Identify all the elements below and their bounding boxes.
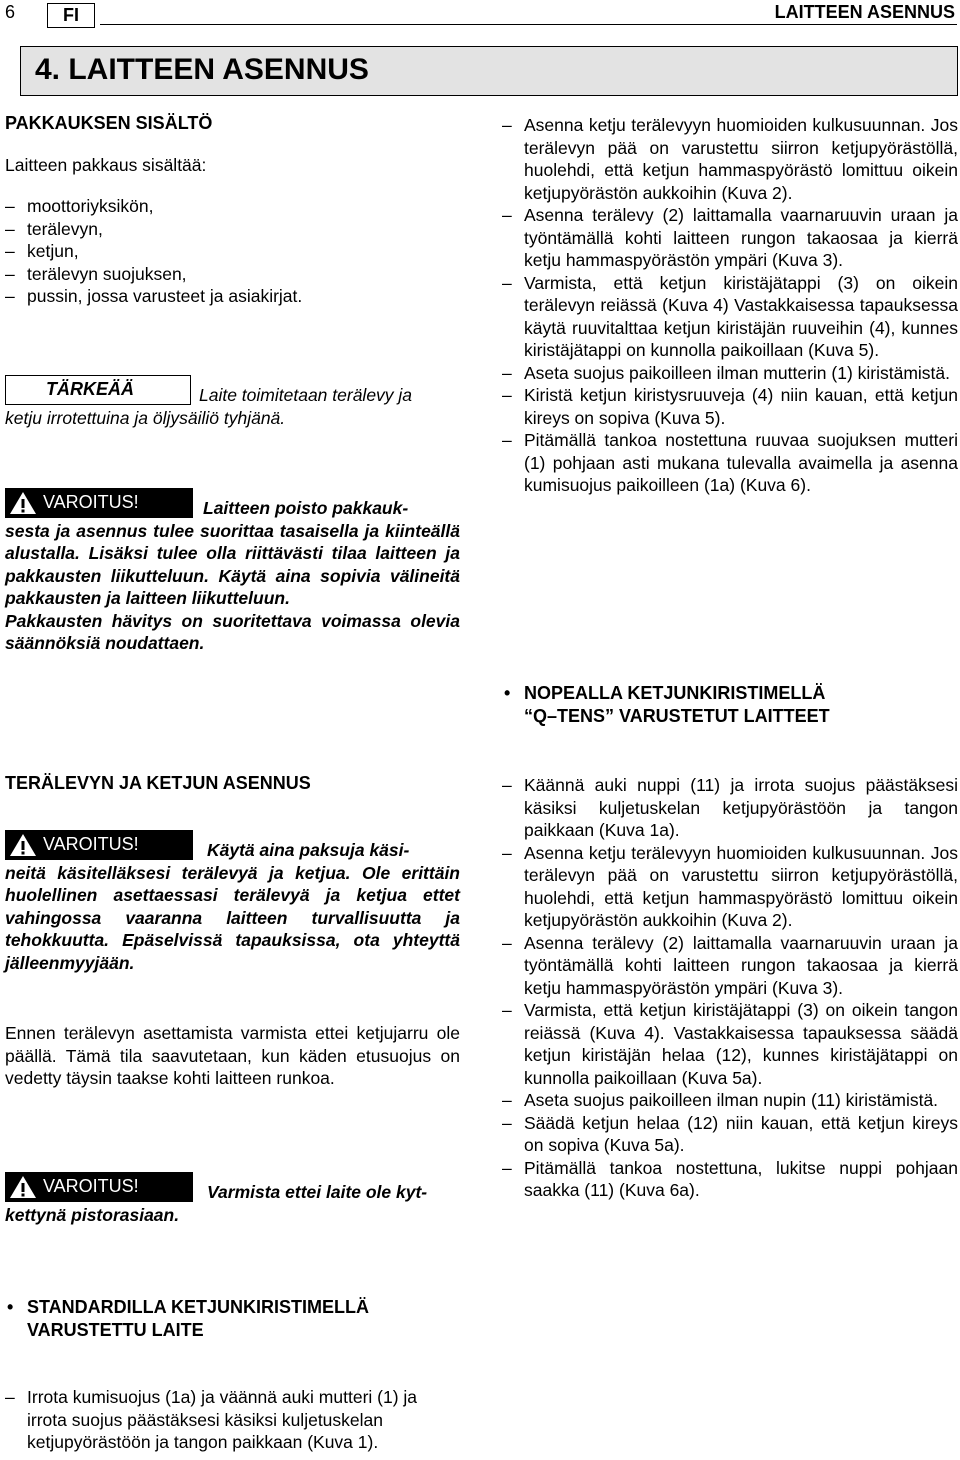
warning1-body2: Pakkausten hävitys on suoritettava voimassa olevia säännöksiä noudattaen.	[5, 610, 460, 653]
page-number: 6	[5, 2, 16, 22]
standard-heading: • STANDARDILLA KETJUNKIRISTIMELLÄ VARUSTETTU LAITE	[7, 1297, 369, 1340]
warning-triangle-icon	[9, 833, 37, 857]
list-item: – Varmista, että ketjun kiristäjätappi (3) on oikein terälevyn reiässä (Kuva 4) Vastakkaisessa tapauksessa käytä ruuvitalttaa ketjun kiristäjän ruuveihin (4), kunnes kiristäjätappi on kunnolla paikoillaan (Kuva 5).	[502, 272, 958, 360]
right-column-bottom	[502, 774, 958, 1202]
list-item: – Aseta suojus paikoilleen ilman nupin (11) kiristämistä.	[502, 1090, 939, 1110]
warning1-body: sesta ja asennus tulee suorittaa tasaisella ja kiinteällä alustalla. Lisäksi tulee olla riittävästi tilaa laitteen ja pakkausten liikutteluun. Käytä aina sopivia välineitä pakkausten ja laitteen liikutteluun.	[5, 520, 460, 608]
package-list	[5, 195, 460, 308]
language-badge: FI	[47, 3, 95, 28]
qtens-heading: • NOPEALLA KETJUNKIRISTIMELLÄ “Q–TENS” VARUSTETUT LAITTEET	[504, 683, 830, 726]
warning3-line1: Varmista ettei laite ole kyt-	[207, 1182, 428, 1202]
left-column-top	[5, 112, 460, 308]
running-section-title: LAITTEEN ASENNUS	[774, 2, 955, 22]
important-note	[5, 375, 460, 429]
standard-heading-2: VARUSTETTU LAITE	[27, 1319, 204, 1340]
list-item: – Asenna ketju terälevyyn huomioiden kulkusuunnan. Jos terälevyn pää on varustettu siirron ketjupyörästöllä, huolehdi, että ketjun hammaspyörästö lomittuu oikein ketjupyörästön aukkoihin (Kuva 2).	[502, 115, 958, 203]
list-item: – Pitämällä tankoa nostettuna, lukitse nuppi pohjaan saakka (11) (Kuva 6a).	[502, 1157, 958, 1200]
list-item: – Asenna ketju terälevyyn huomioiden kulkusuunnan. Jos terälevyn pää on varustettu siirron ketjupyörästöllä, huolehdi, että ketjun hammaspyörästö lomittuu oikein ketjupyörästön aukkoihin (Kuva 2).	[502, 842, 958, 930]
list-item: – Säädä ketjun helaa (12) niin kauan, että ketjun kireys on sopiva (Kuva 5a).	[502, 1112, 958, 1155]
list-item: – moottoriyksikön,	[5, 196, 154, 216]
package-heading: PAKKAUKSEN SISÄLTÖ	[5, 113, 213, 133]
warning3-body: kettynä pistorasiaan.	[5, 1204, 180, 1225]
list-item: – terälevyn suojuksen,	[5, 263, 187, 284]
list-item: – Pitämällä tankoa nostettuna ruuvaa suojuksen mutteri (1) pohjaan asti mukana tulevalla avaimella ja asenna kumisuojus paikoilleen (1a) (Kuva 6).	[502, 430, 958, 495]
warning2-line1: Käytä aina paksuja käsi-	[207, 840, 410, 860]
warning2-body: neitä käsitelläksesi terälevyä ja ketjua. Ole erittäin huolellinen asettaessasi terälevyä ja ketjua ettet vahingossa vaaranna laitteen turvallisuutta ja tehokkuutta. Epäselvissä tapauksissa, ota yhteyttä jälleenmyyjään.	[5, 862, 460, 973]
assembly-heading: TERÄLEVYN JA KETJUN ASENNUS	[5, 773, 311, 793]
important-text-1: Laite toimitetaan terälevy ja	[199, 385, 413, 405]
brake-paragraph: Ennen terälevyn asettamista varmista ettei ketjujarru ole päällä. Tämä tila saavutetaan, kun käden etusuojus on vedetty täysin taakse kohti laitteen runkoa.	[5, 1023, 460, 1088]
qtens-heading-1: NOPEALLA KETJUNKIRISTIMELLÄ	[524, 683, 826, 703]
list-item: – Aseta suojus paikoilleen ilman mutterin (1) kiristämistä.	[502, 362, 950, 383]
warning-triangle-icon	[9, 1175, 37, 1199]
warning-triangle-icon	[9, 491, 37, 515]
warning-badge: VAROITUS!	[5, 488, 193, 518]
list-item: – Varmista, että ketjun kiristäjätappi (3) on oikein tangon reiässä (Kuva 4). Vastakkaisessa tapauksessa säädä ketjun kiristäjän helaa (12), kunnes kiristäjätappi on kunnolla paikoillaan (Kuva 5a).	[502, 1000, 958, 1088]
chapter-title: 4. LAITTEEN ASENNUS	[35, 53, 369, 86]
qtens-heading-2: “Q–TENS” VARUSTETUT LAITTEET	[524, 705, 830, 726]
list-item: – Asenna terälevy (2) laittamalla vaarnaruuvin uraan ja työntämällä kohti laitteen rungon takaosaa ja kierrä ketju hammaspyörästön ympäri (Kuva 3).	[502, 932, 958, 998]
important-badge: TÄRKEÄÄ	[5, 375, 191, 405]
list-item: – terälevyn,	[5, 218, 103, 239]
standard-step-1: – Irrota kumisuojus (1a) ja väännä auki mutteri (1) ja irrota suojus päästäksesi käsiksi kuljetuskelan ketjupyörästöön ja tangon paikkaan (Kuva 1).	[5, 1387, 418, 1452]
warning-badge: VAROITUS!	[5, 1172, 193, 1202]
header-rule	[100, 24, 957, 25]
warning-unplug	[5, 1172, 460, 1226]
chapter-title-box	[20, 46, 958, 96]
list-item: – Käännä auki nuppi (11) ja irrota suojus päästäksesi käsiksi kuljetuskelan ketjupyörästöön ja tangon paikkaan (Kuva 1a).	[502, 775, 958, 840]
list-item: – ketjun,	[5, 241, 79, 261]
warning1-line1: Laitteen poisto pakkauk-	[203, 498, 409, 518]
list-item: – pussin, jossa varusteet ja asiakirjat.	[5, 286, 303, 306]
list-item: – Asenna terälevy (2) laittamalla vaarnaruuvin uraan ja työntämällä kohti laitteen rungon takaosaa ja kierrä ketju hammaspyörästön ympäri (Kuva 3).	[502, 205, 958, 270]
standard-heading-1: STANDARDILLA KETJUNKIRISTIMELLÄ	[27, 1297, 369, 1317]
package-intro: Laitteen pakkaus sisältää:	[5, 154, 207, 175]
right-column-top	[502, 114, 958, 497]
warning-unpacking	[5, 488, 460, 655]
warning-gloves	[5, 830, 460, 974]
left-column-bottom	[5, 772, 460, 795]
list-item: – Kiristä ketjun kiristysruuveja (4) niin kauan, että ketjun kireys on sopiva (Kuva 5).	[502, 385, 958, 428]
important-text-2: ketju irrotettuina ja öljysäiliö tyhjänä.	[5, 407, 286, 428]
warning-badge: VAROITUS!	[5, 830, 193, 860]
